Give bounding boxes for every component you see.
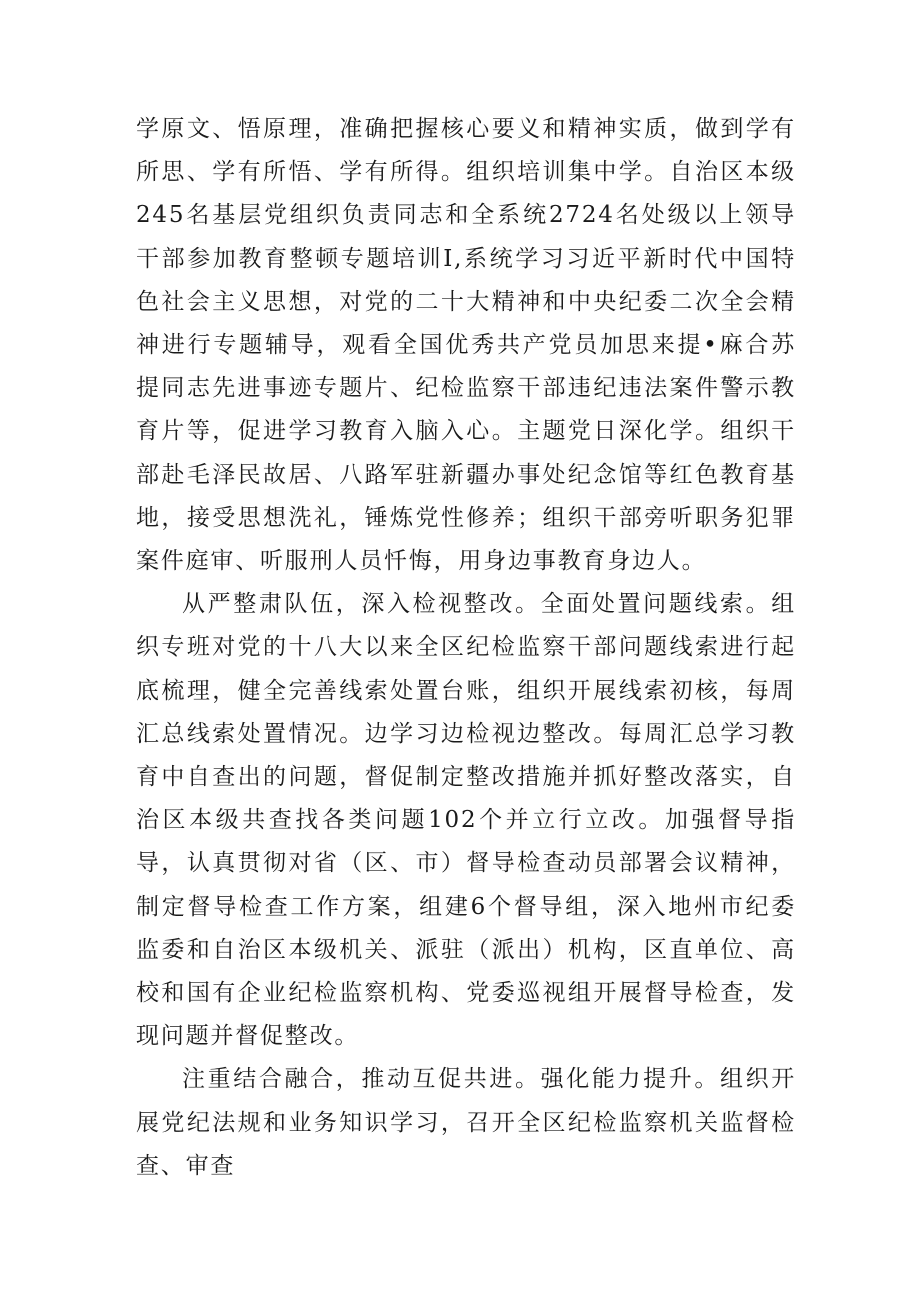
paragraph-integration: 注重结合融合，推动互促共进。强化能力提升。组织开展党纪法规和业务知识学习，召开全区纪检监察机关监督检查、审查: [136, 1066, 796, 1179]
paragraph-continued: 学原文、悟原理，准确把握核心要义和精神实质，做到学有所思、学有所悟、学有所得。组织培训集中学。自治区本级245名基层党组织负责同志和全系统2724名处级以上领导干部参加教育整顿专题培训I,系统学习习近平新时代中国特色社会主义思想，对党的二十大精神和中央纪委二次全会精神进行专题辅导，观看全国优秀共产党员加思来提•麻合苏提同志先进事迹专题片、纪检监察干部违纪违法案件警示教育片等，促进学习教育入脑入心。主题党日深化学。组织干部赴毛泽民故居、八路军驻新疆办事处纪念馆等红色教育基地，接受思想洗礼，锤炼党性修养；组织干部旁听职务犯罪案件庭审、听服刑人员忏悔，用身边事教育身边人。: [136, 116, 796, 575]
document-body: [136, 108, 796, 1188]
paragraph-rectification: 从严整肃队伍，深入检视整改。全面处置问题线索。组织专班对党的十八大以来全区纪检监察干部问题线索进行起底梳理，健全完善线索处置台账，组织开展线索初核，每周汇总线索处置情况。边学习边检视边整改。每周汇总学习教育中自查出的问题，督促制定整改措施并抓好整改落实，自治区本级共查找各类问题102个并立行立改。加强督导指导，认真贯彻对省（区、市）督导检查动员部署会议精神，制定督导检查工作方案，组建6个督导组，深入地州市纪委监委和自治区本级机关、派驻（派出）机构，区直单位、高校和国有企业纪检监察机构、党委巡视组开展督导检查，发现问题并督促整改。: [136, 591, 796, 1050]
